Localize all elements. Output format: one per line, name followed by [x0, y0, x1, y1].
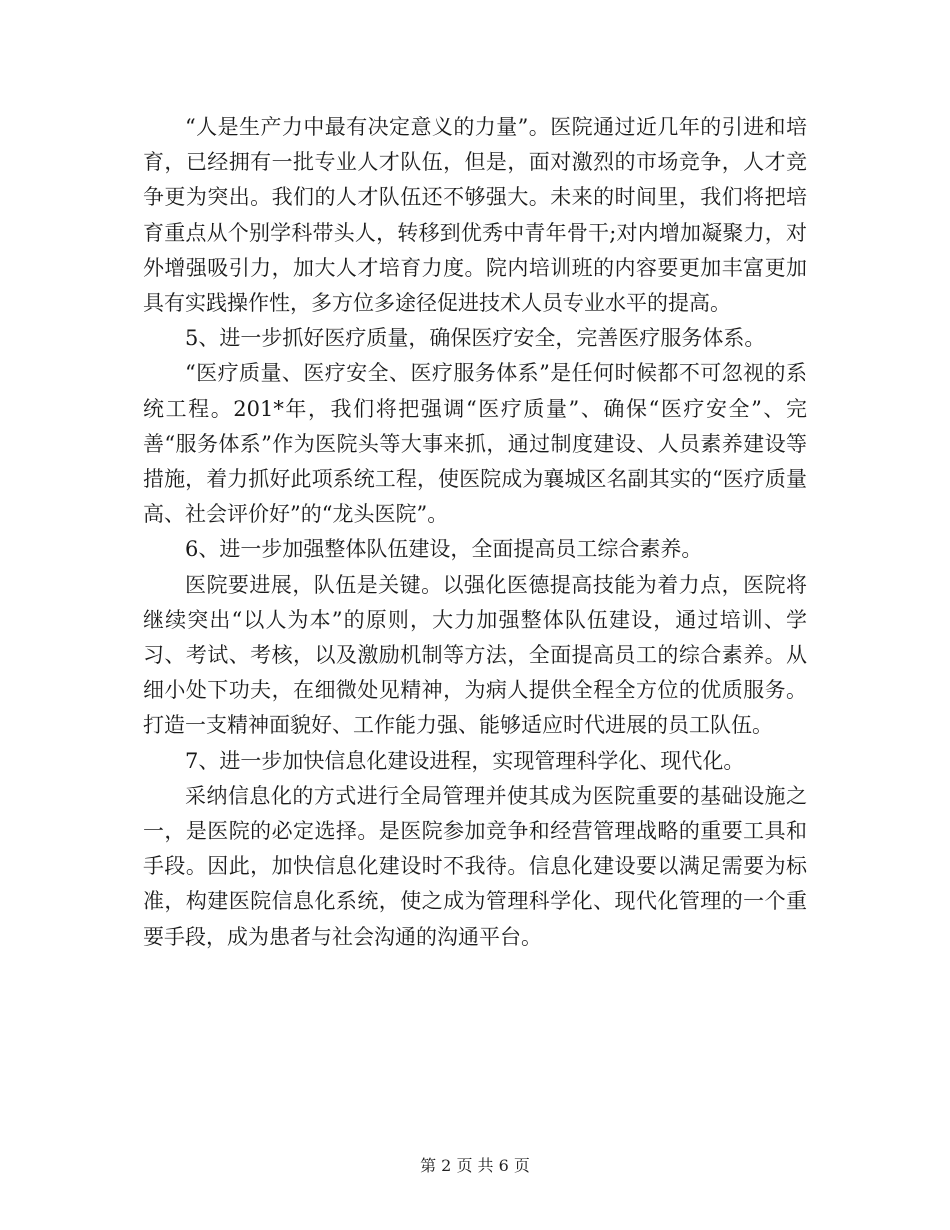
heading-item-5: 5、进一步抓好医疗质量，确保医疗安全，完善医疗服务体系。: [185, 326, 766, 351]
paragraph-informatization: 采纳信息化的方式进行全局管理并使其成为医院重要的基础设施之一，是医院的必定选择。是医院参加竞争和经营管理战略的重要工具和手段。因此，加快信息化建设时不我待。信息化建设要以满足需要为标准，构建医院信息化系统，使之成为管理科学化、现代化管理的一个重要手段，成为患者与社会沟通的沟通平台。: [143, 783, 807, 949]
heading-item-6: 6、进一步加强整体队伍建设，全面提高员工综合素养。: [185, 537, 703, 562]
page-number-footer: 第 2 页 共 6 页: [420, 1156, 530, 1175]
paragraph-team-building: 医院要进展，队伍是关键。以强化医德提高技能为着力点，医院将继续突出“以人为本”的原则，大力加强整体队伍建设，通过培训、学习、考试、考核，以及激励机制等方法，全面提高员工的综合素养。从细小处下功夫，在细微处见精神，为病人提供全程全方位的优质服务。打造一支精神面貌好、工作能力强、能够适应时代进展的员工队伍。: [143, 572, 807, 738]
paragraph-medical-quality: “医疗质量、医疗安全、医疗服务体系”是任何时候都不可忽视的系统工程。201*年，我们将把强调“医疗质量”、确保“医疗安全”、完善“服务体系”作为医院头等大事来抓，通过制度建设、人员素养建设等措施，着力抓好此项系统工程，使医院成为襄城区名副其实的“医疗质量高、社会评价好”的“龙头医院”。: [143, 361, 807, 527]
heading-item-7: 7、进一步加快信息化建设进程，实现管理科学化、现代化。: [185, 748, 745, 773]
document-body: [143, 110, 807, 955]
paragraph-talent: “人是生产力中最有决定意义的力量”。医院通过近几年的引进和培育，已经拥有一批专业人才队伍，但是，面对激烈的市场竞争，人才竞争更为突出。我们的人才队伍还不够强大。未来的时间里，我们将把培育重点从个别学科带头人，转移到优秀中青年骨干;对内增加凝聚力，对外增强吸引力，加大人才培育力度。院内培训班的内容要更加丰富更加具有实践操作性，多方位多途径促进技术人员专业水平的提高。: [143, 115, 807, 316]
